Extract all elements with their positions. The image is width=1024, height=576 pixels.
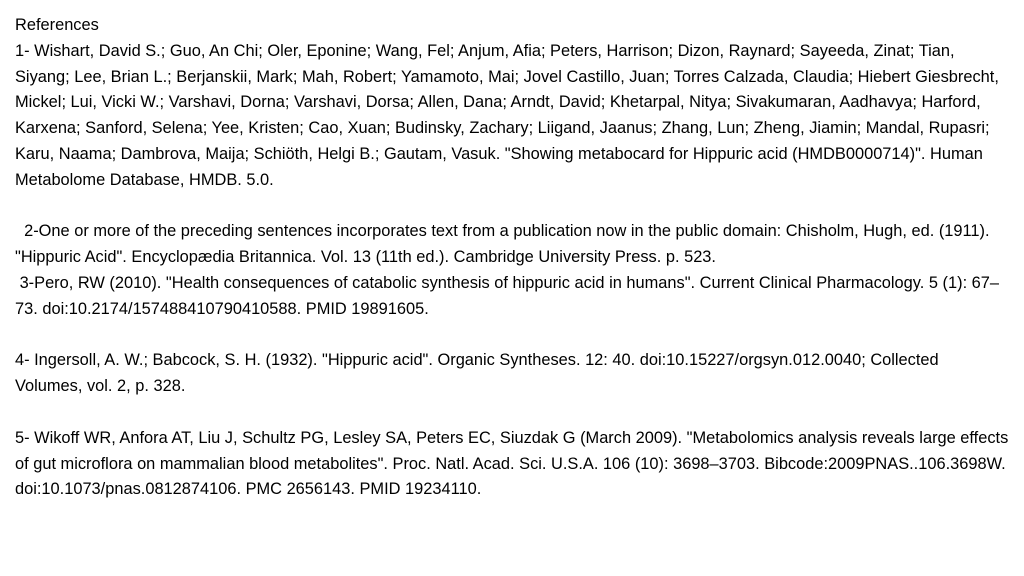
spacer xyxy=(15,400,1010,426)
reference-item-3: 3-Pero, RW (2010). "Health consequences of catabolic synthesis of hippuric acid in humans". Current Clinical Pharmacology. 5 (1): 67–73. doi:10.2174/157488410790410588. PMID 19891605. xyxy=(15,273,1000,318)
spacer xyxy=(15,323,1010,349)
reference-item-1: 1- Wishart, David S.; Guo, An Chi; Oler, Eponine; Wang, Fel; Anjum, Afia; Peters, Harrison; Dizon, Raynard; Sayeeda, Zinat; Tian, Siyang; Lee, Brian L.; Berjanskii, Mark; Mah, Robert; Yamamoto, Mai; Jovel Castillo, Juan; Torres Calzada, Claudia; Hiebert Giesbrecht, Mickel; Lui, Vicki W.; Varshavi, Dorna; Varshavi, Dorsa; Allen, Dana; Arndt, David; Khetarpal, Nitya; Sivakumaran, Aadhavya; Harford, Karxena; Sanford, Selena; Yee, Kristen; Cao, Xuan; Budinsky, Zachary; Liigand, Jaanus; Zhang, Lun; Zheng, Jiamin; Mandal, Rupasri; Karu, Naama; Dambrova, Maija; Schiöth, Helgi B.; Gautam, Vasuk. "Showing metabocard for Hippuric acid (HMDB0000714)". Human Metabolome Database, HMDB. 5.0. xyxy=(15,41,999,189)
reference-item-2: 2-One or more of the preceding sentences incorporates text from a publication now in the public domain: Chisholm, Hugh, ed. (1911). "Hippuric Acid". Encyclopædia Britannica. Vol. 13 (11th ed.). Cambridge University Press. p. 523. xyxy=(15,222,995,267)
reference-item-4: 4- Ingersoll, A. W.; Babcock, S. H. (1932). "Hippuric acid". Organic Syntheses. 12: 40. doi:10.15227/orgsyn.012.0040; Collected Volumes, vol. 2, p. 328. xyxy=(15,351,939,396)
reference-item-5: 5- Wikoff WR, Anfora AT, Liu J, Schultz PG, Lesley SA, Peters EC, Siuzdak G (March 2009). "Metabolomics analysis reveals large effects of gut microflora on mammalian blood metabolites". Proc. Natl. Acad. Sci. U.S.A. 106 (10): 3698–3703. Bibcode:2009PNAS..106.3698W. doi:10.1073/pnas.0812874106. PMC 2656143. PMID 19234110. xyxy=(15,428,1009,499)
spacer xyxy=(15,194,1010,220)
references-heading: References xyxy=(15,16,99,34)
